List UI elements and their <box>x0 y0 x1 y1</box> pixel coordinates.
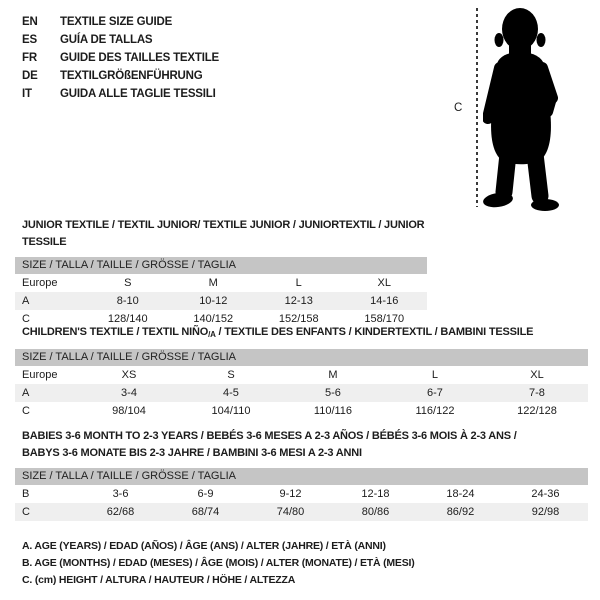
table-row <box>15 366 588 384</box>
cell: 68/74 <box>163 503 248 521</box>
cell: XS <box>121 368 137 381</box>
babies-size-table <box>15 468 588 521</box>
cell: 92/98 <box>503 503 588 521</box>
cell: 110/116 <box>313 404 353 417</box>
row-label: C <box>22 312 30 325</box>
cell: 7-8 <box>486 384 588 402</box>
legend-notes <box>22 538 415 589</box>
cell: 158/170 <box>364 312 405 325</box>
childrens-textile-section <box>15 324 588 420</box>
cell: 8-10 <box>85 292 170 310</box>
language-row <box>22 85 219 103</box>
table-row <box>15 384 588 402</box>
language-code: DE <box>22 70 38 82</box>
size-header-bar: SIZE / TALLA / TAILLE / GRÖSSE / TAGLIA <box>15 349 588 366</box>
language-code: ES <box>22 34 37 46</box>
table-row <box>15 402 588 420</box>
table-row <box>15 274 427 292</box>
table-row <box>15 503 588 521</box>
baby-silhouette-icon <box>483 2 588 212</box>
language-title: GUIDE DES TAILLES TEXTILE <box>60 52 219 64</box>
height-measure-label: C <box>454 102 463 114</box>
cell: 12-18 <box>361 487 390 500</box>
junior-table-title: JUNIOR TEXTILE / TEXTIL JUNIOR/ TEXTILE JUNIOR / JUNIORTEXTIL / JUNIOR TESSILE <box>22 219 425 248</box>
cell: 104/110 <box>211 404 251 417</box>
title-text: / TEXTILE DES ENFANTS / KINDERTEXTIL / BAMBINI TESSILE <box>215 326 534 338</box>
cell: 116/122 <box>415 404 455 417</box>
babies-table-title <box>22 428 588 462</box>
language-code: EN <box>22 16 38 28</box>
row-label: C <box>22 404 30 417</box>
cell: L <box>295 276 302 289</box>
row-label: C <box>15 503 78 521</box>
language-code: FR <box>22 52 37 64</box>
note-height-cm: C. (cm) HEIGHT / ALTURA / HAUTEUR / HÖHE / ALTEZZA <box>22 574 296 586</box>
cell: S <box>227 368 235 381</box>
cell: M <box>328 368 338 381</box>
cell: 14-16 <box>341 292 427 310</box>
babies-textile-section <box>15 428 588 521</box>
cell: 3-6 <box>112 487 129 500</box>
note-age-months: B. AGE (MONTHS) / EDAD (MESES) / ÂGE (MOIS) / ALTER (MONATE) / ETÀ (MESI) <box>22 557 415 569</box>
cell: 12-13 <box>256 292 341 310</box>
language-title: TEXTILGRÖßENFÜHRUNG <box>60 70 203 82</box>
cell: XL <box>377 276 391 289</box>
title-line-1: BABIES 3-6 MONTH TO 2-3 YEARS / BEBÉS 3-6 MESES A 2-3 AÑOS / BÉBÉS 3-6 MOIS À 2-3 ANS / <box>22 430 517 442</box>
cell: 3-4 <box>78 384 180 402</box>
language-code: IT <box>22 88 32 100</box>
title-text: CHILDREN'S TEXTILE / TEXTIL NIÑO <box>22 326 209 338</box>
cell: 98/104 <box>112 404 146 417</box>
cell: 62/68 <box>78 503 163 521</box>
cell: 6-9 <box>197 487 214 500</box>
childrens-size-table <box>15 349 588 420</box>
cell: 9-12 <box>279 487 302 500</box>
cell: 128/140 <box>107 312 148 325</box>
junior-size-table <box>15 257 427 328</box>
language-row <box>22 31 219 49</box>
table-row <box>15 485 588 503</box>
row-label: A <box>15 384 78 402</box>
language-list <box>22 13 219 103</box>
cell: 86/92 <box>418 503 503 521</box>
cell: 5-6 <box>282 384 384 402</box>
cell: 74/80 <box>248 503 333 521</box>
size-header-row <box>15 257 427 274</box>
cell: 6-7 <box>384 384 486 402</box>
language-row <box>22 67 219 85</box>
size-header-bar: SIZE / TALLA / TAILLE / GRÖSSE / TAGLIA <box>15 468 588 485</box>
note-age-years: A. AGE (YEARS) / EDAD (AÑOS) / ÂGE (ANS) / ALTER (JAHRE) / ETÀ (ANNI) <box>22 540 386 552</box>
junior-textile-section <box>15 217 427 328</box>
language-row <box>22 49 219 67</box>
cell: M <box>208 276 218 289</box>
cell: 10-12 <box>171 292 256 310</box>
row-label: Europe <box>22 276 58 289</box>
cell: 24-36 <box>531 487 560 500</box>
cell: S <box>124 276 132 289</box>
row-label: B <box>22 487 30 500</box>
cell: 140/152 <box>193 312 234 325</box>
title-line-2: BABYS 3-6 MONATE BIS 2-3 JAHRE / BAMBINI 3-6 MESI A 2-3 ANNI <box>22 447 362 459</box>
size-header-row <box>15 468 588 485</box>
language-title: TEXTILE SIZE GUIDE <box>60 16 173 28</box>
cell: 152/158 <box>278 312 319 325</box>
cell: L <box>431 368 439 381</box>
table-row <box>15 292 427 310</box>
cell: 4-5 <box>180 384 282 402</box>
measure-dashed-line <box>476 8 478 207</box>
cell: 122/128 <box>517 404 557 417</box>
size-header-row <box>15 349 588 366</box>
language-title: GUIDA ALLE TAGLIE TESSILI <box>60 88 216 100</box>
language-title: GUÍA DE TALLAS <box>60 34 153 46</box>
childrens-table-title <box>22 324 588 343</box>
cell: XL <box>530 368 544 381</box>
row-label: A <box>15 292 85 310</box>
title-subscript: /A <box>208 330 216 339</box>
cell: 80/86 <box>333 503 418 521</box>
row-label: Europe <box>22 368 58 381</box>
size-header-bar: SIZE / TALLA / TAILLE / GRÖSSE / TAGLIA <box>15 257 427 274</box>
cell: 18-24 <box>446 487 475 500</box>
height-measure-figure <box>440 0 600 215</box>
language-row <box>22 13 219 31</box>
